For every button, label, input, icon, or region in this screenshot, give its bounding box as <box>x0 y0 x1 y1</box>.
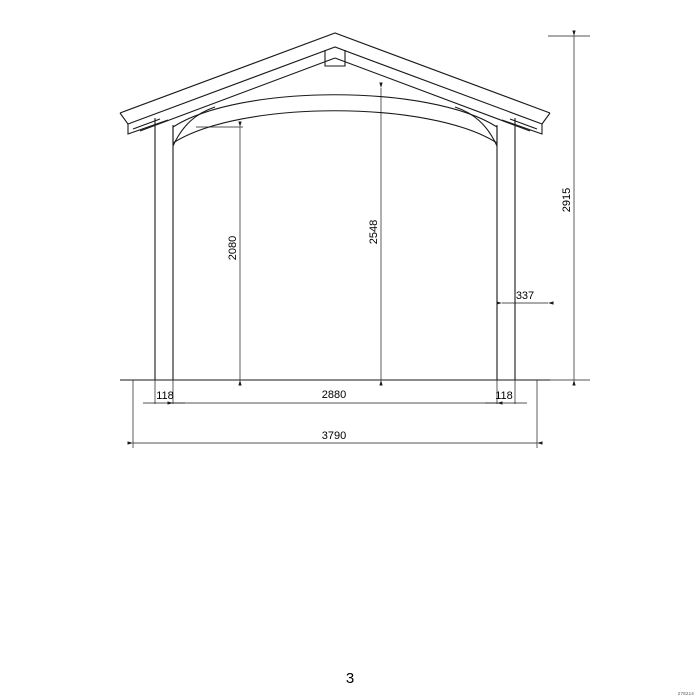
dimension-labels <box>156 188 573 442</box>
dim-label-post-width-left: 118 <box>156 390 174 402</box>
dim-label-post-width-right: 118 <box>495 390 513 402</box>
structure-outline <box>120 33 550 380</box>
dim-label-eave-bracket-height: 337 <box>515 290 535 302</box>
dim-label-post-clear-height: 2080 <box>227 235 239 261</box>
dim-label-clear-span: 2880 <box>321 389 347 401</box>
page-number: 3 <box>345 670 355 687</box>
knee-brace-left <box>173 107 215 146</box>
roof-left-endcap <box>120 113 128 124</box>
dim-label-overall-height: 2915 <box>561 187 573 213</box>
dim-label-arch-clear-height: 2548 <box>368 219 380 245</box>
knee-brace-right <box>455 107 497 146</box>
post-right <box>497 118 515 380</box>
roof-outer-edge <box>120 33 550 113</box>
post-left <box>155 118 173 380</box>
dim-label-overall-width: 3790 <box>321 430 347 442</box>
dimension-lines <box>133 36 590 448</box>
roof-right-endcap <box>542 113 550 124</box>
sheet-code: 278214 <box>677 691 694 696</box>
